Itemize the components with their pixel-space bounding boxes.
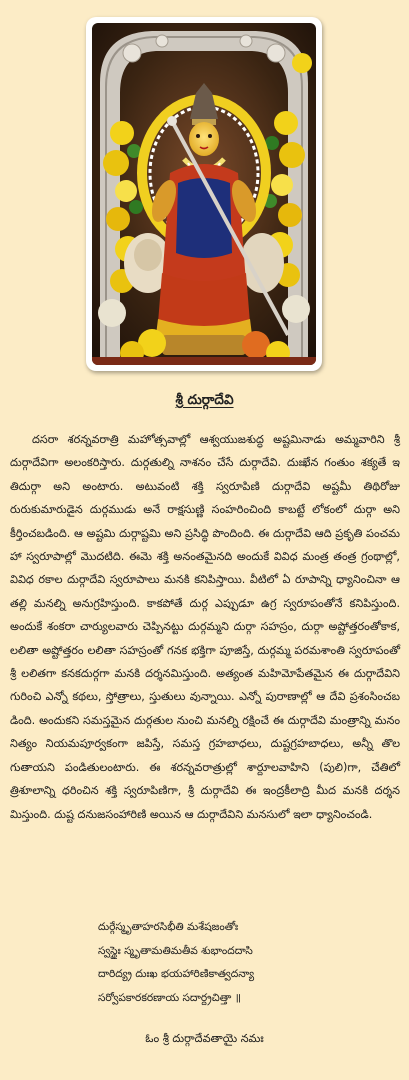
salutation-mantra: ఓం శ్రీ దుర్గాదేవతాయై నమః bbox=[145, 1032, 264, 1045]
verse-line: స్వస్థైః స్మృతామతిమతీవ శుభాందదాసి bbox=[98, 944, 253, 957]
page-title: శ్రీ దుర్గాదేవి bbox=[175, 392, 234, 408]
verse-line: దుర్గేస్మృతాహరసిభీతి మశేషజంతోః bbox=[98, 921, 239, 933]
deity-photo bbox=[92, 23, 316, 365]
verse-line: సర్వోపకారకరణాయ సదార్ద్రచిత్తా ॥ bbox=[98, 991, 242, 1004]
verse-line: దారిద్య్ర దుఃఖ భయహారిణికాత్వదన్యా bbox=[98, 968, 255, 980]
body-paragraph: దసరా శరన్నవరాత్రి మహోత్సవాల్లో ఆశ్వయుజశుద్ధ అష్టమినాడు అమ్మవారిని శ్రీ దుర్గాదేవిగా అలంకరిస్తారు. దుర్గతుల్ని నాశనం చేసే దుర్గాదేవి. దుఃఖేన గంతుం శక్యతే ఇతిదుర్గా అని అంటారు. అటువంటి శక్తి స్వరూపిణి దుర్గాదేవి అష్టమీ తిథిరోజు రురుకుమారుడైన దుర్గముడు అనే రాక్షసుణ్ణి సంహరించింది కాబట్టే లోకంలో దుర్గా అని కీర్తించబడింది. ఆ అష్టమి దుర్గాష్టమి అని ప్రసిద్ధి పొందింది. ఈ దుర్గాదేవి ఆది ప్రకృతి పంచమహా స్వరూపాల్లో మొదటిది. ఈమె శక్తి అనంతమైనది అందుకే వివిధ మంత్ర తంత్ర గ్రంథాల్లో, వివిధ రకాల దుర్గాదేవి స్వరూపాలు మనకి కనిపిస్తాయి. వీటిలో ఏ రూపాన్ని ధ్యానించినా ఆ తల్లి మనల్ని అనుగ్రహిస్తుంది. కాకపోతే దుర్గ ఎప్పుడూ ఉగ్ర స్వరూపంతోనే కనిపిస్తుంది. అందుకే శంకరా చార్యులవారు చెప్పినట్టు దుర్గమ్మని దుర్గా సహస్రం, దుర్గా అష్టోత్తరంతోకాక, లలితా అష్టోత్తరం లలితా సహస్రంతో గనక భక్తిగా పూజిస్తే, దుర్గమ్మ పరమశాంతి స్వరూపంతో శ్రీ లలితగా కనకదుర్గగా మనకి దర్శనమిస్తుంది. అత్యంత మహిమోపేతమైన ఈ దుర్గాదేవిని గురించి ఎన్నో కథలు, స్తోత్రాలు, స్తుతులు వున్నాయి. ఎన్నో పురాణాల్లో ఆ దేవి ప్రశంసించబడింది. అందుకని సమస్తమైన దుర్గతుల నుంచి మనల్ని రక్షించే ఈ దుర్గాదేవి మంత్రాన్ని మనం నిత్యం నియమపూర్వకంగా జపిస్తే, సమస్త గ్రహబాధలు, దుష్టగ్రహబాధలు, అన్నీ తొలగుతాయని పండితులంటారు. ఈ శరన్నవరాత్రుల్లో శార్దూలవాహిని (పులి)గా, చేతిలో త్రిశూలాన్ని ధరించిన శక్తి స్వరూపిణిగా, శ్రీ దుర్గాదేవి ఈ ఇంద్రకీలాద్రి మీద మనకి దర్శనమిస్తుంది. దుష్ట దనుజసంహారిణి అయిన ఆ దుర్గాదేవిని మనసులో ఇలా ధ్యానించండి. bbox=[10, 433, 400, 821]
deity-photo-frame bbox=[86, 17, 322, 371]
verse-block bbox=[98, 916, 398, 1010]
